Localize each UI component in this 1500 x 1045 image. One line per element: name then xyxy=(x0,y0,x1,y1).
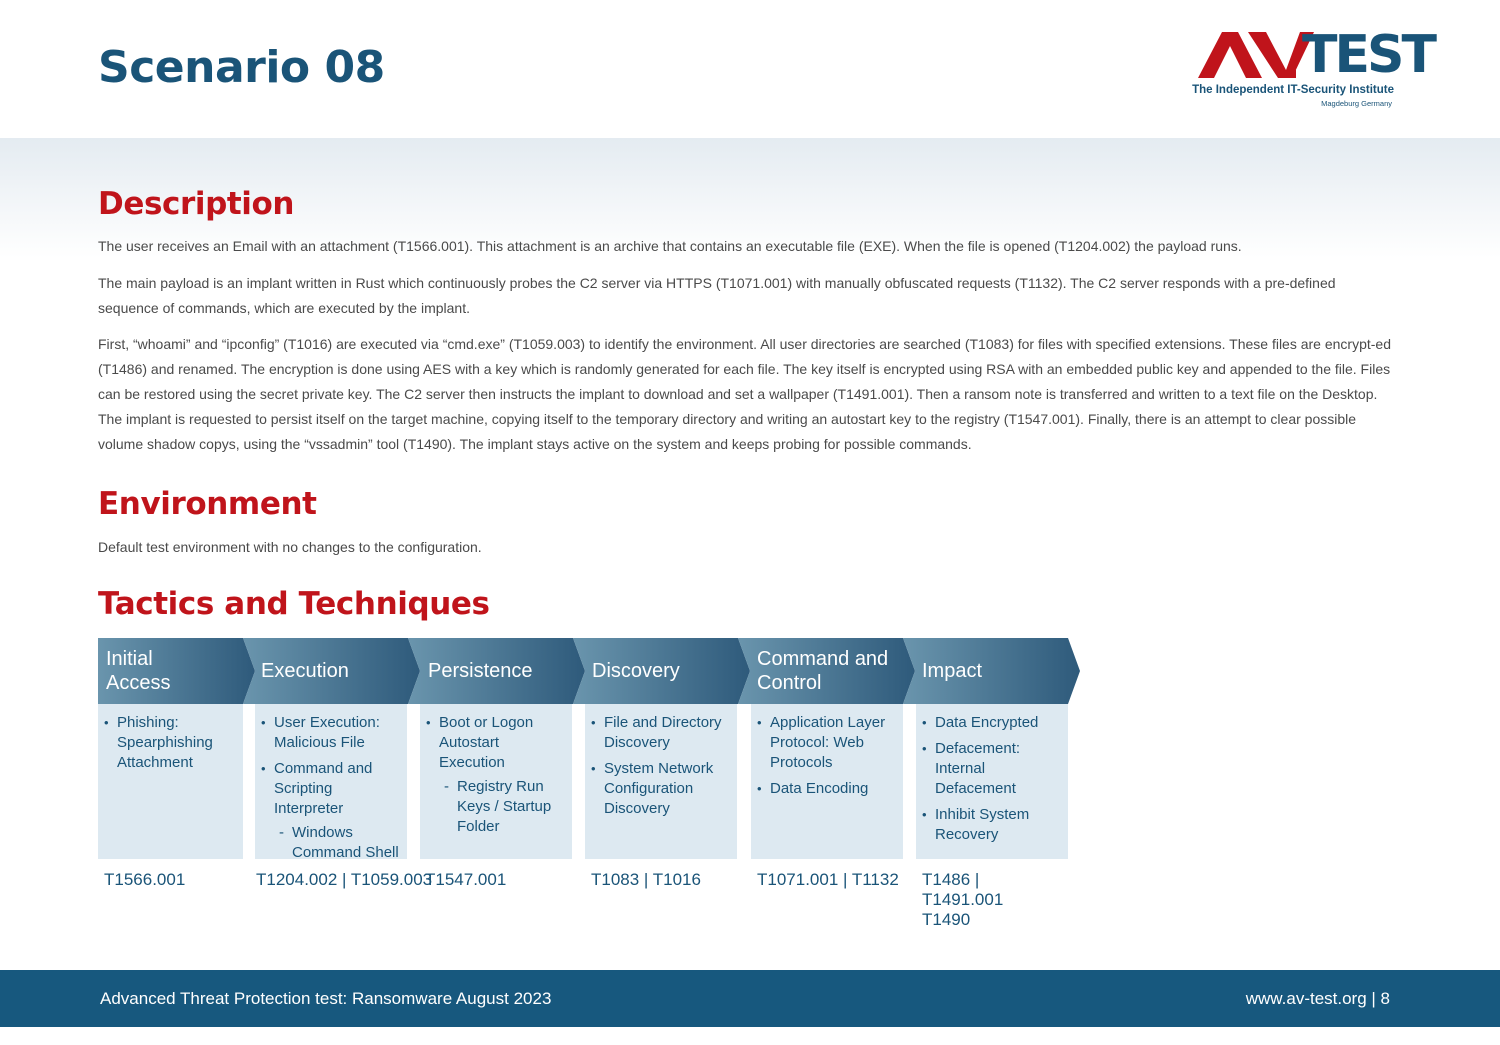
logo-wordmark: TEST xyxy=(1302,25,1434,85)
technique-ids-persistence: T1547.001 xyxy=(425,870,507,889)
sub-technique: - Registry Run Keys / Startup Folder xyxy=(439,777,568,837)
tactic-body-execution xyxy=(255,704,407,859)
technique-item: • User Execution: Malicious File xyxy=(259,713,403,753)
technique-list xyxy=(424,713,568,837)
tactic-name: Command and Control xyxy=(757,648,889,694)
technique-ids-command-control: T1071.001 | T1132 xyxy=(757,870,899,889)
description-paragraph-2: The main payload is an implant written in Rust which continuously probes the C2 server via HTTPS (T1071.001) with manually obfuscated requests (T1132). The C2 server responds with a pre-defined sequence of commands, which are executed by the implant. xyxy=(98,275,1336,316)
technique-item: • Inhibit System Recovery xyxy=(920,805,1064,845)
technique-item: • Defacement: Internal Defacement xyxy=(920,739,1064,799)
tactic-name: Persistence xyxy=(428,660,533,682)
tactics-chart xyxy=(98,638,1098,929)
tactic-name: Discovery xyxy=(592,660,680,682)
tactic-name: Impact xyxy=(922,660,983,682)
footer-report-title: Advanced Threat Protection test: Ransomware August 2023 xyxy=(100,989,552,1008)
environment-text: Default test environment with no changes to the configuration. xyxy=(98,539,482,555)
technique-item: • Boot or Logon Autostart Execution - Registry Run Keys / Startup Folder xyxy=(424,713,568,837)
technique-item: • File and Directory Discovery xyxy=(589,713,733,753)
tactic-name: Execution xyxy=(261,660,349,682)
page-footer xyxy=(0,970,1500,1027)
technique-ids-execution: T1204.002 | T1059.003 xyxy=(256,870,433,889)
tactic-name: Initial Access xyxy=(106,648,171,694)
technique-item: • Data Encrypted xyxy=(920,713,1064,733)
technique-item: • Application Layer Protocol: Web Protocols xyxy=(755,713,899,773)
technique-list xyxy=(920,713,1064,845)
technique-item: • Data Encoding xyxy=(755,779,899,799)
technique-ids-discovery: T1083 | T1016 xyxy=(591,870,701,889)
tactic-body-impact xyxy=(916,704,1068,859)
tactic-body-persistence xyxy=(420,704,572,859)
description-paragraph-3: First, “whoami” and “ipconfig” (T1016) are executed via “cmd.exe” (T1059.003) to identify the environment. All user directories are searched (T1083) for files with specified extensions. These files are encrypt-ed (T1486) and renamed. The encryption is done using AES with a key which is randomly generated for each file. The key itself is encrypted using RSA with an embedded public key and appended to the file. Files can be restored using the secret private key. The C2 server then instructs the implant to download and set a wallpaper (T1491.001). Then a ransom note is transferred and written to a text file on the Desktop. The implant is requested to persist itself on the target machine, copying itself to the temporary directory and writing an autostart key to the registry (T1547.001). Finally, there is an attempt to clear possible volume shadow copys, using the “vssadmin” tool (T1490). The implant stays active on the system and keeps probing for possible commands. xyxy=(98,336,1392,452)
technique-item: • Phishing: Spearphishing Attachment xyxy=(102,713,239,773)
environment-heading: Environment xyxy=(98,486,317,522)
footer-site-page: www.av-test.org | 8 xyxy=(1245,989,1390,1008)
description-paragraph-1: The user receives an Email with an attachment (T1566.001). This attachment is an archive that contains an executable file (EXE). When the file is opened (T1204.002) the payload runs. xyxy=(98,238,1242,254)
technique-item: • System Network Configuration Discovery xyxy=(589,759,733,819)
page-title: Scenario 08 xyxy=(98,42,385,93)
logo-tagline: The Independent IT-Security Institute xyxy=(1192,84,1394,96)
sub-technique: - Windows Command Shell xyxy=(274,823,403,863)
logo-location: Magdeburg Germany xyxy=(1321,99,1392,108)
tactic-body-command-control xyxy=(751,704,903,859)
technique-ids-impact: T1486 | T1491.001 T1490 xyxy=(922,870,1004,929)
technique-list xyxy=(259,713,403,863)
description-heading: Description xyxy=(98,186,295,222)
technique-item: • Command and Scripting Interpreter - Windows Command Shell xyxy=(259,759,403,863)
technique-list xyxy=(755,713,899,799)
technique-ids-initial-access: T1566.001 xyxy=(104,870,186,889)
technique-list xyxy=(589,713,733,819)
technique-list xyxy=(102,713,239,773)
tactics-heading: Tactics and Techniques xyxy=(98,586,490,622)
tactic-body-initial-access xyxy=(98,704,243,859)
page-header xyxy=(0,0,1500,138)
tactic-body-discovery xyxy=(585,704,737,859)
